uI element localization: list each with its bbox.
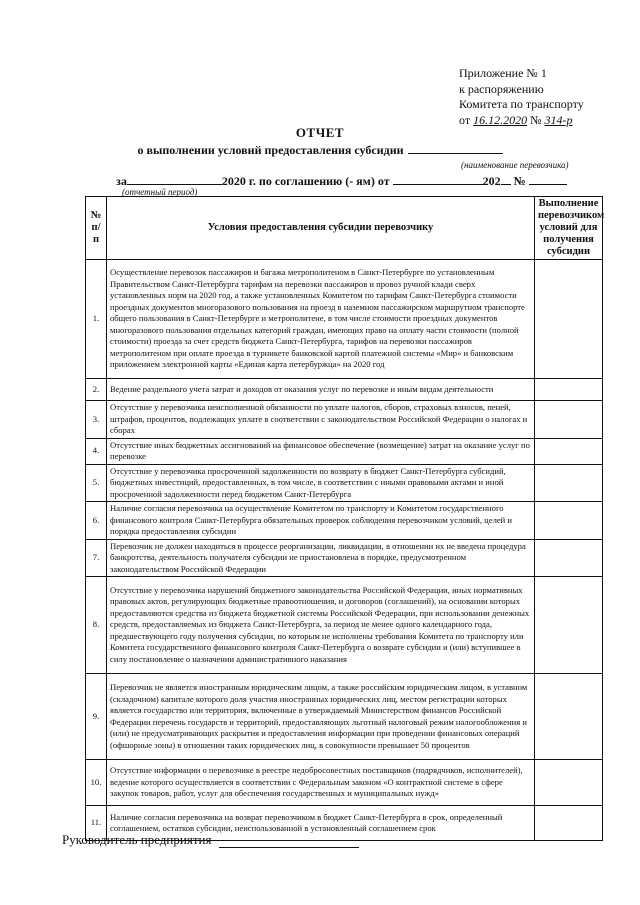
row-number: 4.	[86, 438, 107, 464]
report-subtitle-text: о выполнении условий предоставления субсидии	[137, 143, 404, 157]
row-condition: Отсутствие у перевозчика неисполненной обязанности по уплате налогов, сборов, страховых взносов, пеней, штрафов, процентов, подлежащих уплате в соответствии с законодательством Российской Федерации о налогах и сборах	[107, 401, 535, 439]
agreement-number-label: №	[513, 174, 526, 188]
period-note: (отчетный период)	[122, 187, 198, 197]
signature-line	[62, 832, 359, 848]
row-condition: Отсутствие у перевозчика просроченной задолженности по возврату в бюджет Санкт-Петербурга субсидий, бюджетных инвестиций, предоставленных, в том числе, в соответствии с иными правовыми актами и иной просроченной задолженности перед бюджетом Санкт-Петербурга	[107, 464, 535, 502]
appendix-date: 16.12.2020	[473, 112, 528, 127]
row-fulfillment-cell[interactable]	[535, 502, 603, 540]
conditions-table	[85, 196, 603, 841]
row-condition: Перевозчик не должен находиться в процессе реорганизации, ликвидации, в отношении их не введена процедура банкротства, деятельность получателя субсидии не приостановлена в порядке, предусмотренном законодательством Российской Федерации	[107, 539, 535, 577]
appendix-line-1: Приложение № 1	[459, 66, 547, 80]
period-field[interactable]	[127, 173, 222, 185]
row-number: 3.	[86, 401, 107, 439]
agreement-date-field[interactable]	[393, 173, 483, 185]
table-row	[86, 577, 603, 674]
row-condition: Отсутствие иных бюджетных ассигнований на финансовое обеспечение (возмещение) затрат на оказание услуг по перевозке	[107, 438, 535, 464]
row-condition: Ведение раздельного учета затрат и доходов от оказания услуг по перевозке и иным видам деятельности	[107, 379, 535, 401]
table-row	[86, 539, 603, 577]
appendix-line-3: Комитета по транспорту	[459, 97, 584, 111]
row-fulfillment-cell[interactable]	[535, 464, 603, 502]
agreement-number-field[interactable]	[529, 173, 567, 185]
carrier-name-field[interactable]	[408, 143, 503, 154]
row-fulfillment-cell[interactable]	[535, 539, 603, 577]
report-title: ОТЧЕТ	[295, 125, 345, 140]
table-row	[86, 502, 603, 540]
table-row	[86, 674, 603, 760]
table-row	[86, 438, 603, 464]
period-prefix: за	[116, 174, 127, 188]
row-number: 10.	[86, 760, 107, 806]
row-number: 7.	[86, 539, 107, 577]
row-condition: Наличие согласия перевозчика на возврат перевозчиком в бюджет Санкт-Петербурга в срок, определенный соглашением, остатков субсидии, неиспользованной в установленный соглашением срок	[107, 806, 535, 841]
report-subtitle	[0, 143, 640, 158]
row-number: 8.	[86, 577, 107, 674]
year-suffix-field[interactable]	[501, 173, 511, 185]
row-condition: Осуществление перевозок пассажиров и багажа метрополитеном в Санкт-Петербурге по установленным Правительством Санкт-Петербурга тарифам на перевозки пассажиров и провоз ручной клади сверх установленных норм на 2020 год, а также установленных Комитетом по тарифам Санкт-Петербурга стоимости проездных документов многоразового пользования на проезд в наземном пассажирском маршрутном транспорте общего пользования в Санкт-Петербурге и метрополитене, в том числе стоимости проездных документов многоразового пользования отдельных категорий граждан, имеющих право на оплату части стоимости (полной стоимости) проезда за счет средств бюджета Санкт-Петербурга, тарифов на перевозки пассажиров метрополитеном при оплате проезда в турникете банковской картой платежной системы «Мир» и банковским приложением электронной карты «Единая карта петербуржца» на 2020 год	[107, 260, 535, 379]
period-middle: 2020 г. по соглашению (- ям) от	[221, 174, 390, 188]
row-condition: Перевозчик не является иностранным юридическим лицом, а также российским юридическим лицом, в уставном (складочном) капитале которого доля участия иностранных юридических лиц, местом регистрации которых является государство или территория, включенные в утверждаемый Министерством финансов Российской Федерации перечень государств и территорий, предоставляющих льготный налоговый режим налогообложения и (или) не предусматривающих раскрытия и предоставления информации при проведении финансовых операций (офшорные зоны) в отношении таких юридических лиц, в совокупности превышает 50 процентов	[107, 674, 535, 760]
appendix-date-prefix: от	[459, 112, 471, 127]
row-number: 2.	[86, 379, 107, 401]
row-number: 5.	[86, 464, 107, 502]
signature-label: Руководитель предприятия	[62, 832, 212, 847]
row-number: 6.	[86, 502, 107, 540]
appendix-number: 314-р	[544, 112, 573, 127]
table-row	[86, 401, 603, 439]
row-fulfillment-cell[interactable]	[535, 260, 603, 379]
row-fulfillment-cell[interactable]	[535, 760, 603, 806]
signature-field[interactable]	[219, 835, 359, 848]
row-number: 1.	[86, 260, 107, 379]
row-condition: Отсутствие у перевозчика нарушений бюджетного законодательства Российской Федерации, иных нормативных правовых актов, регулирующих бюджетные правоотношения, и договоров (соглашений), на основании которых предоставляются средства из бюджета бюджетной системы Российской Федерации, при использовании денежных средств, предоставляемых из бюджета Санкт-Петербурга, за период не менее одного календарного года, предшествующего году получения субсидии, по которым не исполнены требования Комитета по транспорту или Комитета государственного финансового контроля Санкт-Петербурга о возврате субсидии и (или) вступившее в силу постановление о назначении административного наказания	[107, 577, 535, 674]
row-fulfillment-cell[interactable]	[535, 401, 603, 439]
row-number: 11.	[86, 806, 107, 841]
table-row	[86, 260, 603, 379]
table-row	[86, 760, 603, 806]
period-year: 202	[482, 174, 501, 188]
carrier-name-note: (наименование перевозчика)	[461, 160, 569, 170]
row-fulfillment-cell[interactable]	[535, 577, 603, 674]
table-row	[86, 379, 603, 401]
row-fulfillment-cell[interactable]	[535, 674, 603, 760]
appendix-block	[459, 66, 584, 128]
appendix-number-label: №	[530, 112, 542, 127]
header-num: № п/п	[86, 197, 107, 260]
row-fulfillment-cell[interactable]	[535, 806, 603, 841]
row-number: 9.	[86, 674, 107, 760]
header-conditions: Условия предоставления субсидии перевозчику	[107, 197, 535, 260]
row-fulfillment-cell[interactable]	[535, 379, 603, 401]
header-fulfillment: Выполнение перевозчиком условий для получения субсидии	[535, 197, 603, 260]
row-condition: Отсутствие информации о перевозчике в реестре недобросовестных поставщиков (подрядчиков, исполнителей), ведение которого осуществляется в соответствии с Федеральным законом «О контрактной системе в сфере закупок товаров, работ, услуг для обеспечения государственных и муниципальных нужд»	[107, 760, 535, 806]
appendix-line-2: к распоряжению	[459, 81, 544, 96]
table-row	[86, 464, 603, 502]
table-header-row	[86, 197, 603, 260]
row-fulfillment-cell[interactable]	[535, 438, 603, 464]
row-condition: Наличие согласия перевозчика на осуществление Комитетом по транспорту и Комитетом государственного финансового контроля Санкт-Петербурга обязательных проверок соблюдения перевозчиком условий, целей и порядка предоставления субсидии	[107, 502, 535, 540]
